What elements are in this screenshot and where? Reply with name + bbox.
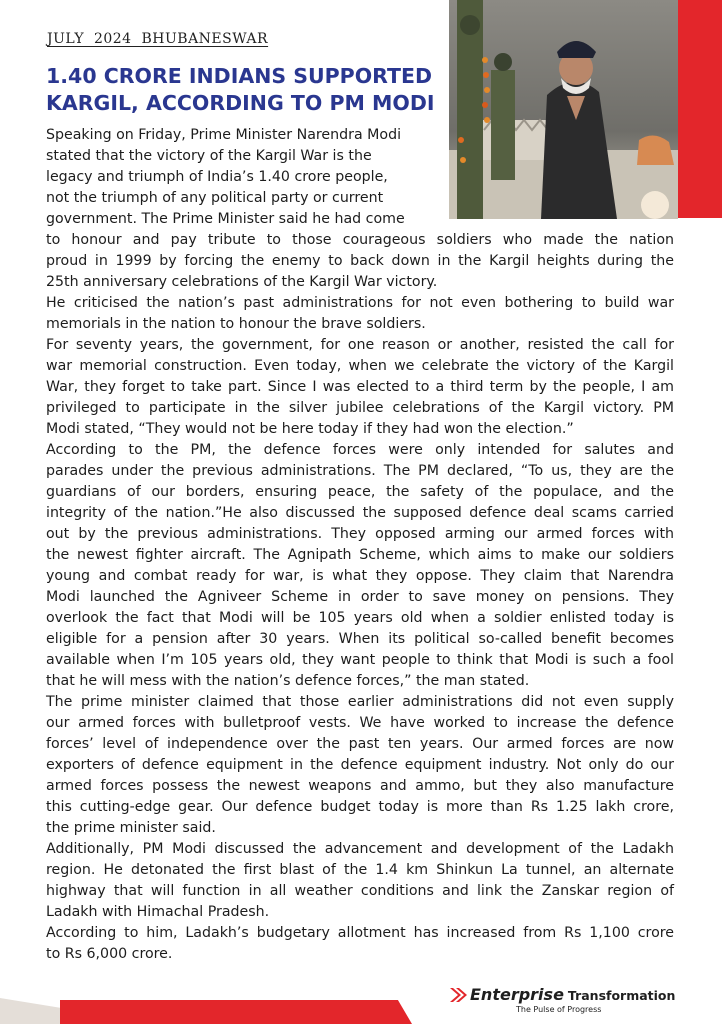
- article-line: forces’ level of independence over the past ten years. Our armed forces are now: [46, 736, 674, 752]
- article-line: armed forces possess the newest weapons and ammo, but they also manufacture: [46, 778, 674, 794]
- publication-brand: [449, 985, 679, 1017]
- article-line: integrity of the nation.”He also discussed the supposed defence deal scams carried: [46, 505, 674, 521]
- brand-tagline: The Pulse of Progress: [516, 1005, 602, 1014]
- article-line: legacy and triumph of India’s 1.40 crore people,: [46, 169, 388, 185]
- article-line: According to him, Ladakh’s budgetary allotment has increased from Rs 1,100 crore: [46, 925, 674, 941]
- article-line: memorials in the nation to honour the brave soldiers.: [46, 316, 426, 332]
- article-line: According to the PM, the defence forces were only intended for salutes and: [46, 442, 674, 458]
- article-line: Speaking on Friday, Prime Minister Narendra Modi: [46, 127, 402, 143]
- article-line: region. He detonated the first blast of the 1.4 km Shinkun La tunnel, an alternate: [46, 862, 674, 878]
- brand-name-bold: Enterprise: [470, 985, 564, 1004]
- article-line: out by the previous administrations. They opposed arming our armed forces with: [46, 526, 674, 542]
- footer-red-band: [60, 1000, 412, 1024]
- article-line: Additionally, PM Modi discussed the advancement and development of the Ladakh: [46, 841, 674, 857]
- article-line: the newest fighter aircraft. The Agnipath Scheme, which aims to make our soldiers: [46, 547, 674, 563]
- article-body: [46, 125, 674, 965]
- brand-name-rest: Transformation: [567, 988, 676, 1003]
- article-line: proud in 1999 by forcing the enemy to back down in the Kargil heights during the: [46, 253, 674, 269]
- article-line: Ladakh with Himachal Pradesh.: [46, 904, 270, 920]
- article-line: government. The Prime Minister said he had come: [46, 211, 405, 227]
- article-line: Modi launched the Agniveer Scheme in order to save money on pensions. They: [46, 589, 674, 605]
- article-line: For seventy years, the government, for one reason or another, resisted the call for: [46, 337, 674, 353]
- dateline: JULY 2024 BHUBANESWAR: [47, 31, 269, 47]
- article-line: 25th anniversary celebrations of the Kargil War victory.: [46, 274, 438, 290]
- headline-line-1: 1.40 CRORE INDIANS SUPPORTED: [46, 64, 433, 88]
- article-line: highway that will function in all weather conditions and link the Zanskar region of: [46, 883, 674, 899]
- brand-name: [470, 985, 675, 1004]
- chevron-logo-icon: [449, 986, 467, 1004]
- article-line: our armed forces with bulletproof vests. We have worked to increase the defence: [46, 715, 674, 731]
- article-line: that he will mess with the nation’s defence forces,” the man stated.: [46, 673, 530, 689]
- article-line: stated that the victory of the Kargil War is the: [46, 148, 372, 164]
- article-line: The prime minister claimed that those earlier administrations did not even supply: [46, 694, 674, 710]
- article-line: War, they forget to take part. Since I was elected to a third term by the people, I am: [46, 379, 674, 395]
- article-line: guardians of our borders, ensuring peace, the safety of the populace, and the: [46, 484, 674, 500]
- article-line: to honour and pay tribute to those courageous soldiers who made the nation: [46, 232, 674, 248]
- article-line: exporters of defence equipment in the defence equipment industry. Not only do our: [46, 757, 674, 773]
- article-line: available when I’m 105 years old, they want people to think that Modi is such a fool: [46, 652, 674, 668]
- article-line: war memorial construction. Even today, when we celebrate the victory of the Kargil: [46, 358, 674, 374]
- article-line: this cutting-edge gear. Our defence budget today is more than Rs 1.25 lakh crore,: [46, 799, 674, 815]
- article-line: He criticised the nation’s past administrations for not even bothering to build war: [46, 295, 674, 311]
- article-line: to Rs 6,000 crore.: [46, 946, 173, 962]
- article-line: parades under the previous administrations. The PM declared, “To us, they are the: [46, 463, 674, 479]
- article-line: young and combat ready for war, is what they oppose. They claim that Narendra: [46, 568, 674, 584]
- article-line: overlook the fact that Modi will be 105 years old when a soldier enlisted today is: [46, 610, 674, 626]
- headline-line-2: KARGIL, ACCORDING TO PM MODI: [46, 91, 435, 115]
- article-line: Modi stated, “They would not be here today if they had won the election.”: [46, 421, 574, 437]
- article-line: privileged to participate in the silver jubilee celebrations of the Kargil victory. PM: [46, 400, 674, 416]
- headline: [46, 63, 454, 117]
- article-line: eligible for a pension after 30 years. When its political so-called benefit becomes: [46, 631, 674, 647]
- red-accent-bar: [677, 0, 722, 218]
- article-line: the prime minister said.: [46, 820, 216, 836]
- article-line: not the triumph of any political party or current: [46, 190, 384, 206]
